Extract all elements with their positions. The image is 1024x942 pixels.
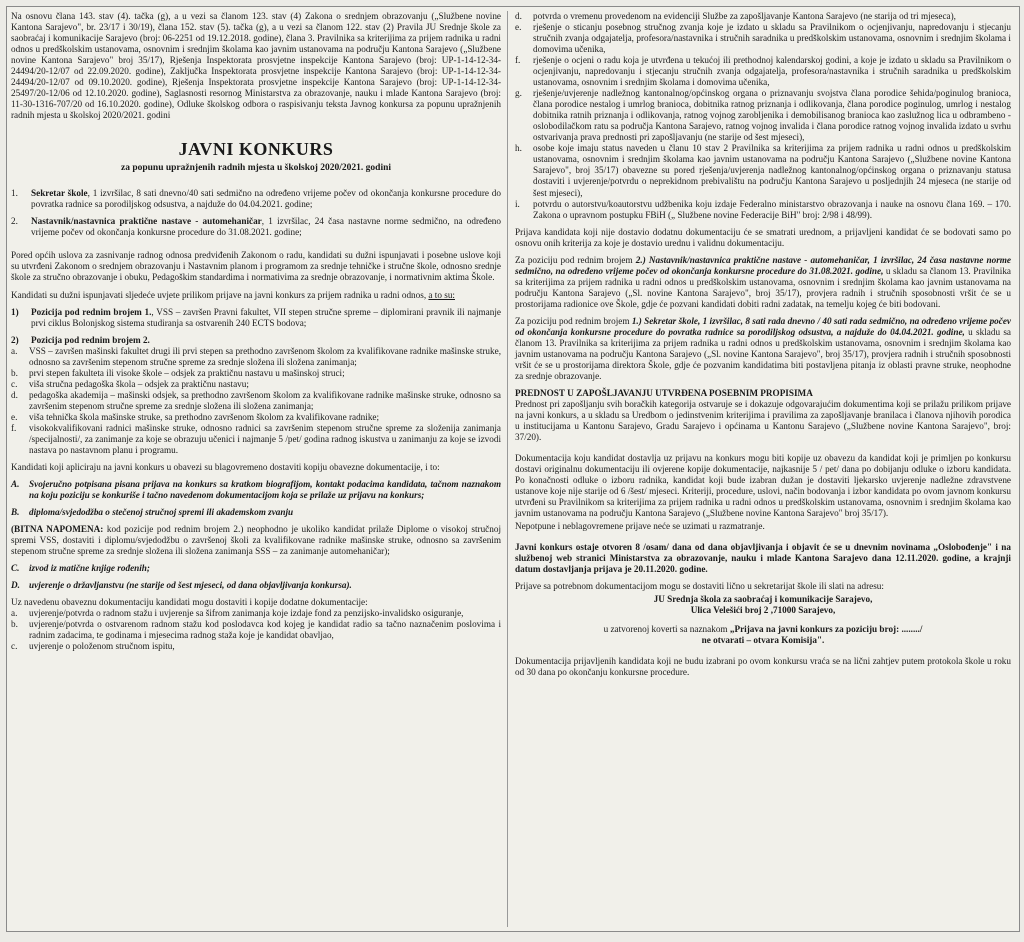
- conditions-intro-underlined: a to su:: [428, 289, 455, 300]
- list-letter: b.: [11, 367, 18, 378]
- list-item: [11, 412, 501, 423]
- doc-text: Svojeručno potpisana pisana prijava na konkurs sa kratkom biografijom, kontakt podacima kandidata, tačnom naznakom na koju poziciju se konkuriše i tačno navedenom dokumentacijom koja se prilaže uz prijavu na konkurs;: [29, 478, 501, 501]
- list-letter: e.: [515, 22, 522, 33]
- important-note: [11, 524, 501, 557]
- list-item: [515, 143, 1011, 198]
- conditions-intro-text: Kandidati su dužni ispunjavati sljedeće uvjete prilikom prijave na javni konkurs za prijem radnika u radni odnos,: [11, 289, 429, 300]
- doc-text: izvod iz matične knjige rođenih;: [29, 563, 150, 574]
- list-letter: g.: [515, 88, 522, 99]
- list-letter: c.: [11, 378, 18, 389]
- doc-letter: C.: [11, 563, 20, 574]
- requirement-text: , VSS – završen Pravni fakultet, VII stepen stručne spreme – diplomirani pravnik ili najmanje prvi ciklus Bolonjskog sistema studiranja sa ostvarenih 240 ECTS bodova;: [31, 306, 501, 328]
- list-item: [11, 390, 501, 412]
- pos2-test-paragraph: [515, 255, 1011, 310]
- doc-c: [11, 563, 501, 574]
- requirement-pos2-list: [11, 346, 501, 456]
- list-text: viša stručna pedagoška škola – odsjek za praktičnu nastavu;: [29, 378, 249, 389]
- requirement-heading: Pozicija pod rednim brojem 2.: [31, 334, 150, 345]
- list-text: osobe koje imaju status naveden u članu 10 stav 2 Pravilnika sa kriterijima za prijem radnika u radni odnos u predškolskim ustanovama, osnovnim i srednjim školama kao javnim ustanovama na području Kantona Sarajevo („Službene novine Kantona Sarajevo", broj 35/17) obavezne su pored rješenja/uvjerenja nadležnog kantonalnog/općinskog organa o priznavanju statusa dostaviti i uvjerenje/potvrdu o neprekidnom prebivalištu na području Kantona Sarajevo u posljednjih 24 mjeseca (ne starije od šest mjeseci),: [533, 143, 1011, 198]
- list-item: [11, 619, 501, 641]
- extra-docs-list-left: [11, 608, 501, 652]
- list-text: uvjerenje/potvrda o radnom stažu i uvjerenje sa šifrom zanimanja koje izdaje fond za penzijsko-invalidsko osiguranje,: [29, 608, 464, 619]
- general-conditions: Pored općih uslova za zasnivanje radnog odnosa predviđenih Zakonom o radu, kandidati su dužni ispunjavati i posebne uslove koji su utvrđeni Zakonom o srednjem obrazovanju i Nastavnim planom i programom za srednje tehničke i stručne škole, odnosno srednje škole za stručno obrazovanje i obuku, Pedagoškim standardima i normativima za srednje obrazovanje, i normativnim aktima Škole.: [11, 250, 501, 283]
- list-item: [515, 11, 1011, 22]
- list-letter: i.: [515, 198, 520, 209]
- position-emphasis: 1.) Sekretar škole, 1 izvršilac, 8 sati rada dnevno / 40 sati rada sedmično, na određeno vrijeme počev od okončanja konkursne procedure do povratka radnice sa porodiljskog odsustva, a najduže do 04.04.2021. godine,: [515, 315, 1011, 337]
- requirement-pos2: [11, 335, 501, 346]
- return-docs-paragraph: Dokumentacija prijavljenih kandidata koji ne budu izabrani po ovom konkursu vraća se na lični zahtjev putem protokola škole u roku od 30 dana po okončanju konkursne procedure.: [515, 655, 1011, 677]
- list-letter: d.: [515, 11, 522, 21]
- column-divider: [507, 11, 508, 927]
- incomplete-docs-paragraph: Prijava kandidata koji nije dostavio dodatnu dokumentaciju će se smatrati urednom, a prijavljeni kandidat će se bodovati samo po osnovu onih kriterija za koje je dostavio urednu i validnu dokumentaciju.: [515, 226, 1011, 248]
- text-span: u skladu sa članom 13. Pravilnika sa kriterijima za prijem radnika u radni odnos u predškolskim ustanovama, osnovnim i srednjim školama kao javnim ustanovama na području Kantona Sarajevo („Sl. novine Kantona Sarajevo", broj 35/17), provjera radnih i stručnih sposobnosti vršit će se u prostorijama direktora Škole, gdje će pozvanim kandidatima biti postavljena pitanja iz oblasti pravne struke, neophodne za srednje obrazovanje.: [515, 326, 1012, 381]
- list-letter: f.: [11, 422, 17, 433]
- list-item: [11, 379, 501, 390]
- list-item: [515, 88, 1011, 143]
- list-letter: c.: [11, 641, 18, 652]
- list-letter: a.: [11, 345, 18, 356]
- list-item: [11, 608, 501, 619]
- extra-docs-list-right: [515, 11, 1011, 221]
- doc-letter: D.: [11, 580, 20, 591]
- doc-text: diploma/svjedodžba o stečenoj stručnoj spremi ili akademskom zvanju: [29, 507, 294, 518]
- priority-paragraph: Prednost pri zapošljanju svih boračkih kategorija ostvaruje se i dokazuje odgovarajućim dokumentima koji se prilažu prilikom prijave na javni konkurs, a u skladu sa Uredbom o jedinstvenim kriterijima i pravilima za zapošljavanje branilaca i članova njihovih porodica u institucijama u Kantonu Sarajevo, Gradu Sarajevo i općinama u Kantonu Sarajevo („Službene novine Kantona Sarajevo", broj: 37/20).: [515, 399, 1011, 443]
- position-emphasis: 2.) Nastavnik/nastavnica praktične nastave - automehaničar, 1 izvršilac, 24 časa nastavne norme sedmično, na određeno vrijeme počev od okončanja konkursne procedure do 31.08.2021. godine,: [515, 254, 1011, 276]
- doc-letter: A.: [11, 478, 20, 489]
- text-span: Za poziciju pod rednim brojem: [515, 254, 636, 265]
- requirement-number: 1): [11, 306, 19, 317]
- send-paragraph: Prijave sa potrebnom dokumentacijom mogu se dostaviti lično u sekretarijat škole ili slati na adresu:: [515, 581, 884, 592]
- list-item: [515, 55, 1011, 88]
- list-item: [11, 368, 501, 379]
- list-text: pedagoška akademija – mašinski odsjek, sa prethodno završenom školom za kvalifikovane radnike mašinske struke, odnosno sa završenim stepenom stručne spreme za srednje složena ili složena zanimanja;: [29, 389, 501, 411]
- doc-text: uvjerenje o državljanstvu (ne starije od šest mjeseci, od dana objavljivanja konkursa).: [29, 580, 352, 591]
- list-text: uvjerenje/potvrda o ostvarenom radnom stažu kod poslodavca kod kojeg je kandidat radio sa tačno naznačenim poslovima i radnim zadacima, te godinama i mjesecima radnog staža koje je kandidat obavljao,: [29, 619, 501, 641]
- list-text: visokokvalifikovani radnici mašinske struke, odnosno radnici sa završenim stepenom stručne spreme za složenija zanimanja /specijalnosti/, za zanimanje za koje se obrazuju učenici i najmanje 5 /pet/ godina radnog iskustva u zanimanju za koje se izvodi nastava po nastavnom planu i programu.: [29, 422, 501, 455]
- list-item: [11, 641, 501, 652]
- list-text: potvrda o vremenu provedenom na evidenciji Službe za zapošljavanje Kantona Sarajevo (ne starija od tri mjeseca),: [533, 11, 956, 21]
- list-text: rješenje o ocjeni o radu koja je utvrđena u tekućoj ili prethodnoj kalendarskoj godini, a koje je izdato u skladu sa Pravilnikom o ocjenjivanju, napredovanju i stjecanju stručnih zvanja odgajatelja, profesora/nastavnika i stručnih saradnika u predškolskim ustanovama, osnovnim i srednjim školama i domovima učenika,: [533, 55, 1011, 88]
- list-letter: a.: [11, 608, 18, 619]
- position-name: Sekretar škole: [31, 188, 88, 199]
- document-title: JAVNI KONKURS: [178, 139, 334, 160]
- intro-paragraph: Na osnovu člana 143. stav (4). tačka (g), a u vezi sa članom 123. stav (4) Zakona o srednjem obrazovanju („Službene novine Kantona Sarajevo", br. 23/17 i 30/19), člana 152. stav (5). tačka (g), a u vezi sa članom 122. stav (2) Pravila JU Srednje škole za saobraćaj i komunikacije Sarajevo (broj: 06-2251 od 19.12.2018. godine), člana 3. Pravilnika sa kriterijima za prijem radnika u radni odnos u predškolskim ustanovama, osnovnim i srednjim školama kao javnim ustanovama na području Kantona Sarajevo („Službene novine Kantona Sarajevo" broj 35/17), Rješenja Inspektorata prosvjetne inspekcije Kantona Sarajevo (broj: UP-1-14-12-34-24494/20-12/07 od 22.09.2020. godine), Zaključka Inspektorata prosvjetne inspekcije Kantona Sarajevo (broj: UP-1-14-12-34-24494/20-12/07 od 09.10.2020. godine), Rješenja Inspektorata prosvjetne inspekcije Kantona Sarajevo (broj: UP-1-14-12-34-25497/20-12/06 od 12.10.2020. godine), Saglasnosti resornog Ministarstva za obrazovanje, nauku i mlade Kantona Sarajevo (broj: 11-30-1316-707/20 od 16.10.2020. godine), Odluke školskog odbora o raspisivanju teksta Javnog konkursa za popunu upražnjenih radnih mjesta u školskoj 2020/2021. godini: [11, 11, 501, 121]
- list-text: VSS – završen mašinski fakultet drugi ili prvi stepen sa prethodno završenom školom za kvalifikovane radnike mašinske struke, odnosno sa završenim stepenom stručne spreme za srednje složena ili složena zanimanja;: [29, 345, 501, 367]
- note-label: (BITNA NAPOMENA:: [11, 524, 104, 535]
- docs-intro: Kandidati koji apliciraju na javni konkurs u obavezi su blagovremeno dostaviti kopiju obavezne dokumentacije, i to:: [11, 461, 440, 472]
- list-item: [11, 423, 501, 456]
- list-letter: e.: [11, 411, 18, 422]
- conditions-intro: [11, 290, 501, 301]
- address-line-1: JU Srednja škola za saobraćaj i komunikacije Sarajevo,: [653, 593, 873, 604]
- newspaper-page: [6, 6, 1020, 932]
- list-letter: h.: [515, 143, 522, 154]
- list-text: potvrdu o autorstvu/koautorstvu udžbenika koju izdaje Federalno ministarstvo obrazovanja i nauke na osnovu člana 169. – 170. Zakona o upravnom postupku FBiH („ Službene novine Federacije BiH" broj: 2/98 i 48/99).: [533, 198, 1011, 220]
- position-name: Nastavnik/nastavnica praktične nastave - automehaničar: [31, 216, 262, 227]
- doc-d: [11, 580, 501, 591]
- position-text: , 1 izvršilac, 24 časa nastavne norme sedmično, na određeno vrijeme počev od okončanja konkursne procedure do 31.08.2021. godine;: [31, 216, 501, 238]
- position-number: 2.: [11, 216, 18, 227]
- list-text: viša tehnička škola mašinske struke, sa prethodno završenom školom za kvalifikovane radnike;: [29, 411, 380, 422]
- position-item: [11, 188, 501, 210]
- doc-b: [11, 507, 501, 518]
- text-span: Za poziciju pod rednim brojem: [515, 315, 632, 326]
- list-letter: f.: [515, 55, 521, 66]
- envelope-line: [515, 624, 1011, 635]
- left-column: [11, 11, 501, 658]
- pos1-test-paragraph: [515, 316, 1011, 382]
- requirement-pos1: [11, 307, 501, 329]
- list-letter: b.: [11, 619, 18, 630]
- address-line-2: Ulica Velešići broj 2 ,71000 Sarajevo,: [690, 604, 836, 615]
- list-item: [11, 346, 501, 368]
- text-span: u skladu sa članom 13. Pravilnika sa kriterijima za prijem radnika u radni odnos u predškolskim ustanovama, osnovnim i srednjim školama kao javnim ustanovama na području Kantona Sarajevo („Sl. novine Kantona Sarajevo", broj 35/17), provjera radnih i stručnih sposobnosti vršit će se u prostorijama radionice ove Škole, gdje će pozvani kandidati dobiti radni zadatak, na temelju kojeg će biti bodovani.: [515, 265, 1011, 309]
- list-text: uvjerenje o položenom stručnom ispitu,: [29, 641, 175, 652]
- requirement-heading: Pozicija pod rednim brojem 1.: [31, 306, 152, 317]
- list-item: [515, 199, 1011, 221]
- position-number: 1.: [11, 188, 18, 199]
- list-letter: d.: [11, 389, 18, 400]
- envelope-line-2: ne otvarati – otvara Komisija".: [701, 634, 825, 645]
- list-text: rješenje o sticanju posebnog stručnog zvanja koje je izdato u skladu sa Pravilnikom o ocjenjivanju, napredovanju i stjecanju stručnih zvanja odgajatelja, profesora/nastavnika i stručnih saradnika u predškolskim ustanovama, osnovnim i srednjim školama i domovima učenika,: [533, 22, 1011, 55]
- doc-a: [11, 479, 501, 501]
- position-item: [11, 216, 501, 238]
- right-column: [515, 11, 1011, 684]
- list-item: [515, 22, 1011, 55]
- incomplete-applications-paragraph: Nepotpune i neblagovremene prijave neće se uzimati u razmatranje.: [515, 521, 765, 532]
- deadline-paragraph: Javni konkurs ostaje otvoren 8 /osam/ dana od dana objavljivanja i objavit će se u dnevnim novinama „Oslobođenje" i na službenoj web stranici Ministarstva za obrazovanje, nauku i mlade Kantona Sarajevo dana 12.11.2020. godine, a krajnji datum dostavljanja prijava je 20.11.2020. godine.: [515, 542, 1011, 575]
- list-text: rješenje/uvjerenje nadležnog kantonalnog/općinskog organa o priznavanju svojstva člana porodice šehida/poginulog branioca, člana porodice nestalog i umrlog branioca, dobitnika ratnog priznanja i odlikovanja, člana porodice poginulog, umrlog i nestalog dobitnika ratnih priznanja i odlikovanja, ratnog vojnog zarobljenika i demobilisanog branioca kao zaslužnog lica u odbrambeno - oslobodilačkom ratu sa područja Kantona Sarajevo, ratnog vojnog invalida i člana porodice ratnog vojnog invalida izdato u svrhu ostvarivanja prava prednosti pri zapošljavanju (ne starije od šest mjeseci),: [533, 88, 1011, 143]
- list-text: prvi stepen fakulteta ili visoke škole – odsjek za praktičnu nastavu u mašinskoj struci;: [29, 367, 345, 378]
- doc-letter: B.: [11, 507, 20, 518]
- extra-docs-intro: Uz navedenu obaveznu dokumentaciju kandidati mogu dostaviti i kopije dodatne dokumentacije:: [11, 597, 368, 608]
- priority-heading: PREDNOST U ZAPOŠLJAVANJU UTVRĐENA POSEBNIM PROPISIMA: [515, 388, 813, 398]
- requirement-number: 2): [11, 334, 19, 345]
- envelope-label: „Prijava na javni konkurs za poziciju broj: ......../: [729, 623, 923, 634]
- position-text: , 1 izvršilac, 8 sati dnevno/40 sati sedmično na određeno vrijeme počev od okončanja konkursne procedure do povratka radnice sa porodiljskog odsustva, a najduže do 04.04.2021. godine;: [31, 188, 501, 210]
- text-span: u zatvorenoj koverti sa naznakom: [603, 623, 730, 634]
- note-text: kod pozicije pod rednim brojem 2.) neophodno je ukoliko kandidat prilaže Diplome o visokoj stručnoj spremi VSS, dostaviti i diplomu/svjedodžbu o završenoj školi za kvalifikovane radnike mašinske struke, odnosno sa završenim stepenom stručne spreme za srednje složena ili složena zanimanja SSS – za zanimanje automehaničar);: [11, 524, 501, 557]
- documents-paragraph: Dokumentacija koju kandidat dostavlja uz prijavu na konkurs mogu biti kopije uz obavezu da kandidat koji je primljen po konkursu dostavi originalnu dokumentaciju ili ovjerene kopije dokumentacije, najkasnije 5 / pet/ dana po dobijanju odluke o izboru kandidata. Po konačnosti odluke o izboru radnika, kandidat koji bude izabran dužan je dostaviti ljekarsko uvjerenje nadležne zdravstvene ustanove koje nije starije od 6 /šest/ mjeseci. Kriteriji, procedure, uslovi, način bodovanja i izbor kandidata po ovom javnom konkursu utvrđeni su Pravilnikom sa kriterijima za prijem radnika u radni odnos u predškolskim ustanovama, osnovnim i srednjim školama kao javnim ustanovama na području Kantona Sarajevo („Službene novine Kantona Sarajevo" broj 35/17).: [515, 453, 1011, 519]
- document-subtitle: za popunu upražnjenih radnih mjesta u školskoj 2020/2021. godini: [120, 162, 392, 173]
